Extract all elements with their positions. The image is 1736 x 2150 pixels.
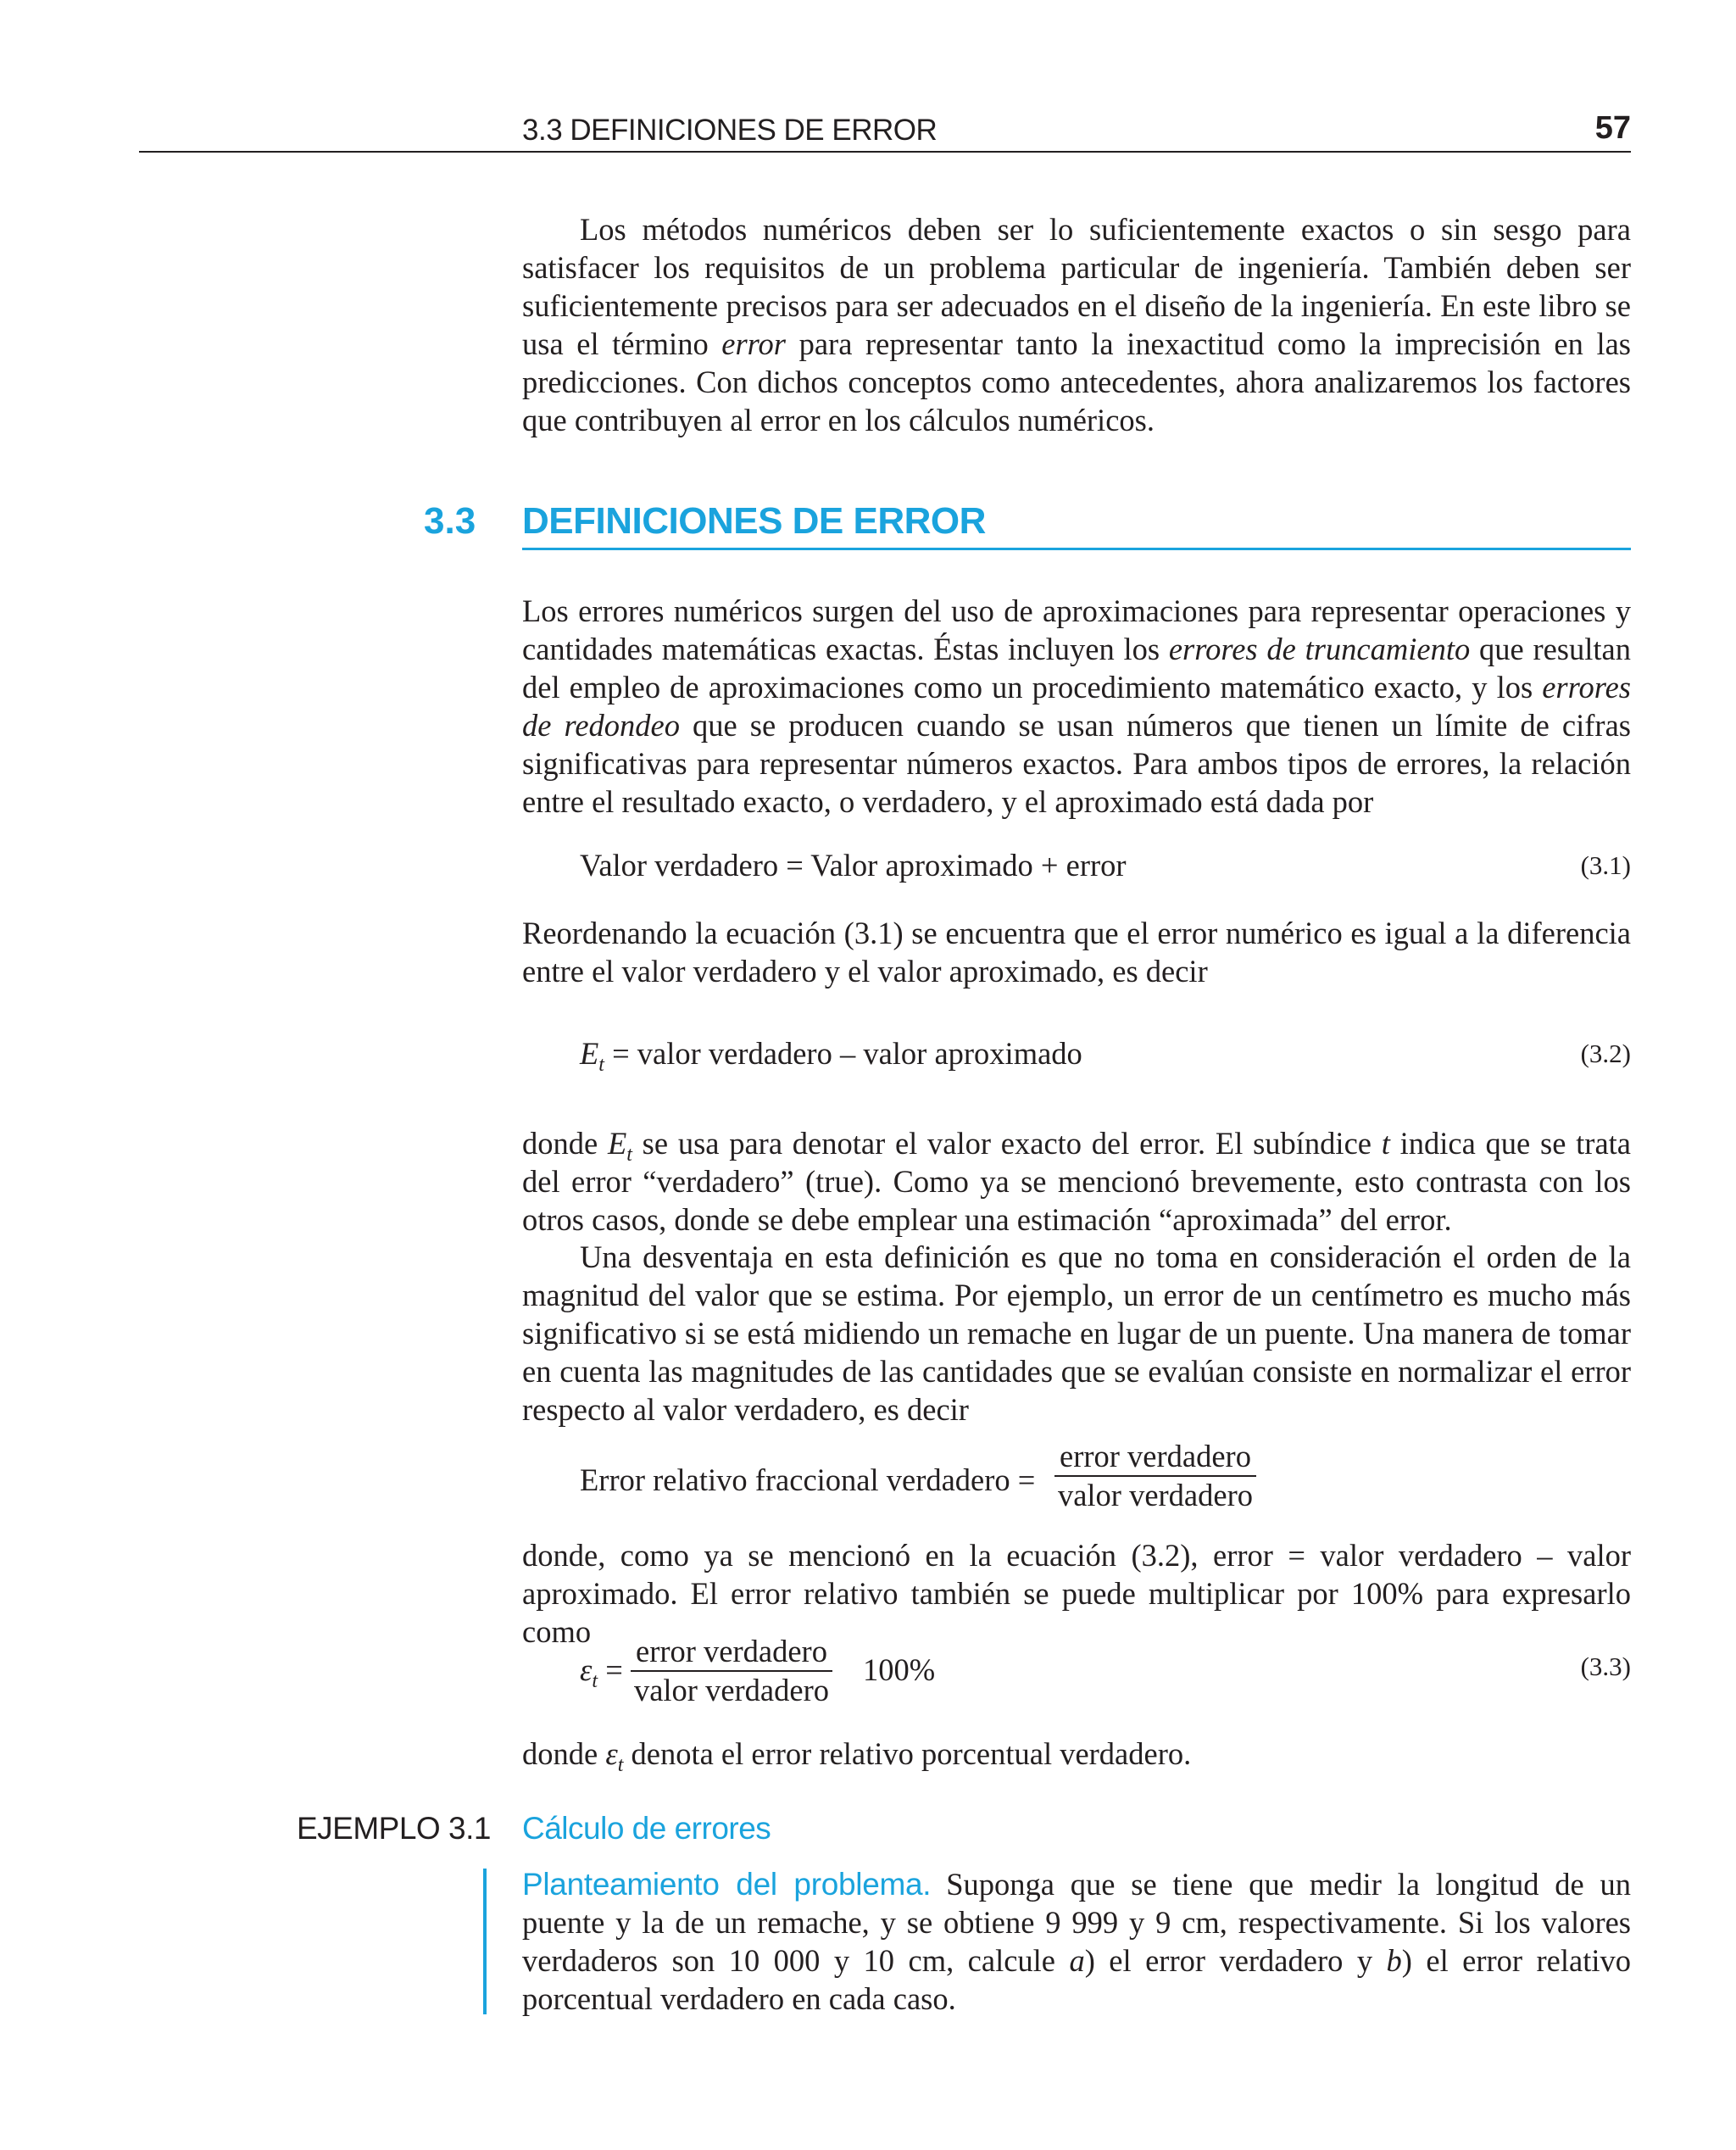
example-side-bar (483, 1869, 487, 2014)
equation-3-3-factor: 100% (863, 1652, 936, 1687)
equation-3-3 (580, 1633, 1631, 1718)
equation-fractional-relative-error (580, 1438, 1343, 1523)
section-number: 3.3 (424, 500, 476, 542)
section-heading (424, 500, 1631, 548)
equation-3-3-fraction (631, 1633, 832, 1709)
fraction-numerator: error verdadero (1054, 1438, 1256, 1477)
paragraph-percent-definition: donde $\varepsilon_t$ denota el error relativo porcentual verdadero. (522, 1736, 1192, 1776)
fraction-lhs: Error relativo fraccional verdadero = (580, 1462, 1036, 1497)
example-problem-statement: Planteamiento del problema. Suponga que se tiene que medir la longitud de un puente y la de un remache, y se obtiene 9 999 y 9 cm, respectivamente. Si los valores verdaderos son 10 000 y 10 cm, calcule a) el error verdadero y b) el error relativo porcentual verdadero en cada caso. (522, 1867, 1631, 2016)
equation-3-1-number: (3.1) (1580, 850, 1631, 880)
equation-3-3-number: (3.3) (1580, 1651, 1631, 1681)
section-title: DEFINICIONES DE ERROR (522, 500, 986, 542)
paragraph-errors-intro: Los errores numéricos surgen del uso de aproximaciones para representar operaciones y cantidades matemáticas exactas. Éstas incluyen los errores de truncamiento que resultan del empleo de aproximaciones como un procedimiento matemático exacto, y los errores de redondeo que se producen cuando se usan números que tienen un límite de cifras significativas para representar números exactos. Para ambos tipos de errores, la relación entre el resultado exacto, o verdadero, y el aproximado está dada por (522, 593, 1631, 819)
paragraph-disadvantage: Una desventaja en esta definición es que no toma en consideración el orden de la magnitud del valor que se estima. Por ejemplo, un error de un centímetro es mucho más significativo si se está midiendo un remache en lugar de un puente. Una manera de tomar en cuenta las magnitudes de las cantidades que se evalúan consiste en normalizar el error respecto al valor verdadero, es decir (522, 1239, 1631, 1427)
running-head (139, 109, 1631, 153)
example-label: EJEMPLO 3.1 (297, 1811, 491, 1846)
equation-3-2 (580, 1034, 1631, 1076)
example-title: Cálculo de errores (522, 1811, 771, 1846)
fraction (1054, 1438, 1256, 1514)
paragraph-true-error: donde $E_t$ se usa para denotar el valor exacto del error. El subíndice t indica que se trata del error “verdadero” (true). Como ya se mencionó brevemente, esto contrasta con los otros casos, donde se debe emplear una estimación “aproximada” del error. (522, 1126, 1631, 1237)
fraction-numerator: error verdadero (631, 1633, 832, 1672)
paragraph-reorder: Reordenando la ecuación (3.1) se encuentra que el error numérico es igual a la diferencia entre el valor verdadero y el valor aproximado, es decir (522, 916, 1631, 989)
paragraph-percent: donde, como ya se mencionó en la ecuación (3.2), error = valor verdadero – valor aproximado. El error relativo también se puede multiplicar por 100% para expresarlo como (522, 1538, 1631, 1649)
intro-paragraph: Los métodos numéricos deben ser lo suficientemente exactos o sin sesgo para satisfacer los requisitos de un problema particular de ingeniería. También deben ser suficientemente precisos para ser adecuados en el diseño de la ingeniería. En este libro se usa el término error para representar tanto la inexactitud como la imprecisión en las predicciones. Con dichos conceptos como antecedentes, ahora analizaremos los factores que contribuyen al error en los cálculos numéricos. (522, 212, 1631, 437)
problem-statement-lead: Planteamiento del problema. (522, 1867, 932, 1902)
equation-3-1 (580, 846, 1631, 885)
equation-3-2-text: $E_t$ = valor verdadero – valor aproximado (580, 1036, 1082, 1076)
fraction-denominator: valor verdadero (633, 1673, 829, 1707)
section-rule (522, 548, 1631, 550)
running-head-title: 3.3 DEFINICIONES DE ERROR (522, 114, 938, 147)
page-number: 57 (1594, 110, 1631, 146)
equation-3-2-number: (3.2) (1580, 1039, 1631, 1068)
equation-3-1-text: Valor verdadero = Valor aproximado + error (580, 848, 1127, 883)
equation-3-3-lhs: $\varepsilon_t$ = (580, 1652, 623, 1692)
fraction-denominator: valor verdadero (1057, 1478, 1253, 1512)
